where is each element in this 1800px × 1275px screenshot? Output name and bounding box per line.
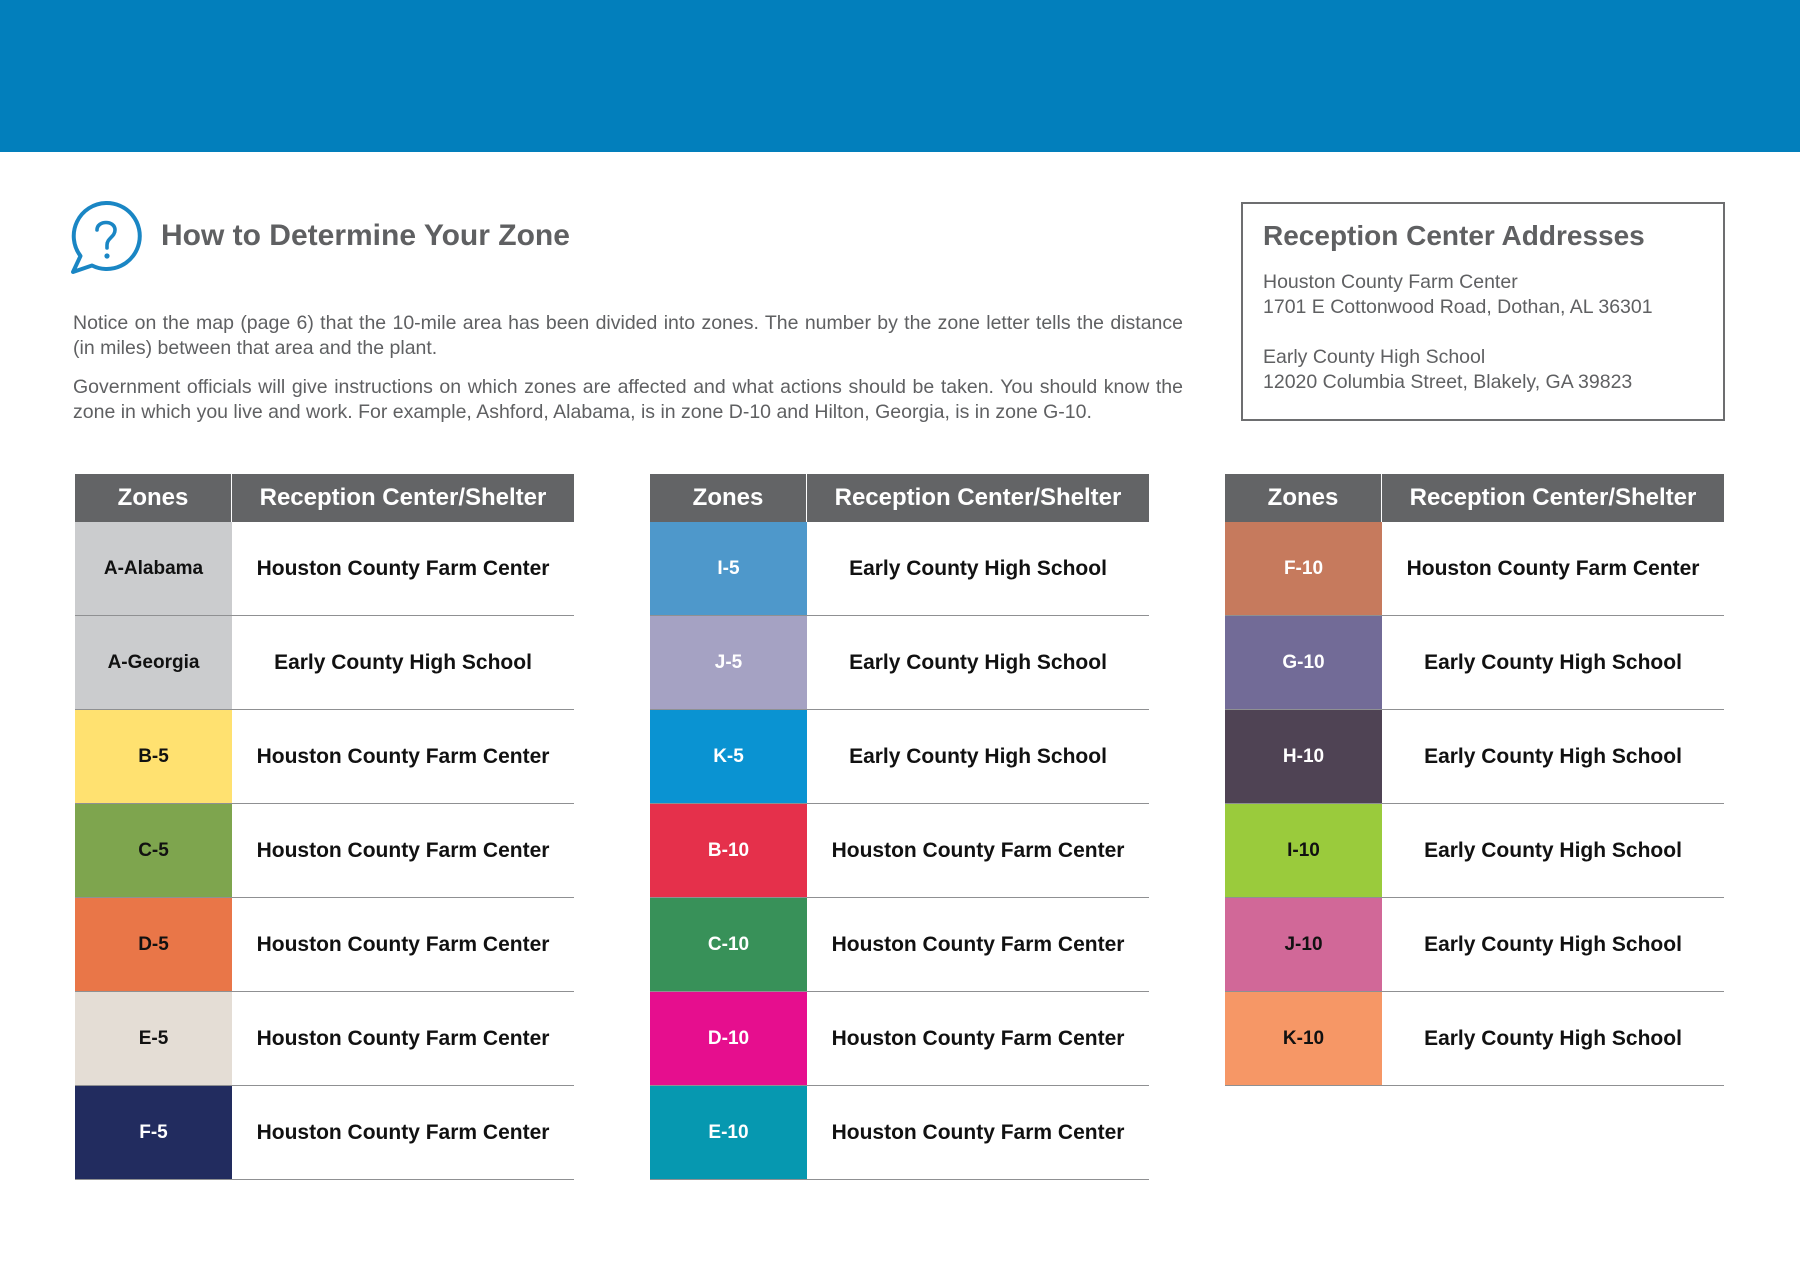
table-row xyxy=(1225,522,1724,616)
zone-cell: E-10 xyxy=(650,1086,807,1179)
zone-cell: B-5 xyxy=(75,710,232,803)
zone-cell: A-Alabama xyxy=(75,522,232,615)
center-name: Early County High School xyxy=(1263,346,1486,368)
zone-cell: A-Georgia xyxy=(75,616,232,709)
reception-center-cell: Houston County Farm Center xyxy=(256,744,550,768)
zone-cell: B-10 xyxy=(650,804,807,897)
table-row xyxy=(650,804,1149,898)
reception-center-cell: Houston County Farm Center xyxy=(831,838,1125,862)
header-reception-center: Reception Center/Shelter xyxy=(834,484,1122,511)
header-reception-center: Reception Center/Shelter xyxy=(259,484,547,511)
zone-table xyxy=(650,474,1149,1180)
zone-table xyxy=(1225,474,1724,1086)
table-row xyxy=(75,898,574,992)
reception-center-cell: Early County High School xyxy=(1424,650,1682,674)
table-header xyxy=(1225,474,1724,522)
header-zones: Zones xyxy=(75,474,232,522)
table-row xyxy=(1225,710,1724,804)
reception-center-cell: Houston County Farm Center xyxy=(831,1120,1125,1144)
intro-paragraph: Notice on the map (page 6) that the 10-mile area has been divided into zones. The number by the zone letter tells the distance (in miles) between that area and the plant. xyxy=(73,312,1183,359)
zone-cell: G-10 xyxy=(1225,616,1382,709)
table-row xyxy=(1225,616,1724,710)
intro-paragraph: Government officials will give instructions on which zones are affected and what actions should be taken. You should know the zone in which you live and work. For example, Ashford, Alabama, is in zone D-10 and Hilton, Georgia, is in zone G-10. xyxy=(73,376,1183,423)
table-row xyxy=(650,710,1149,804)
table-row xyxy=(75,804,574,898)
table-row xyxy=(75,992,574,1086)
center-address: 1701 E Cottonwood Road, Dothan, AL 36301 xyxy=(1263,296,1653,318)
reception-center-cell: Early County High School xyxy=(1424,744,1682,768)
table-row xyxy=(75,1086,574,1180)
table-row xyxy=(650,992,1149,1086)
header-zones: Zones xyxy=(650,474,807,522)
zone-cell: E-5 xyxy=(75,992,232,1085)
reception-center-cell: Early County High School xyxy=(1424,932,1682,956)
table-row xyxy=(1225,898,1724,992)
addresses-title: Reception Center Addresses xyxy=(1263,220,1645,251)
zone-cell: F-5 xyxy=(75,1086,232,1179)
reception-center-cell: Houston County Farm Center xyxy=(1406,556,1700,580)
zone-cell: K-10 xyxy=(1225,992,1382,1085)
reception-center-cell: Houston County Farm Center xyxy=(256,1026,550,1050)
reception-center-cell: Early County High School xyxy=(849,556,1107,580)
table-row xyxy=(75,616,574,710)
reception-center-cell: Early County High School xyxy=(849,744,1107,768)
table-header xyxy=(75,474,574,522)
zone-cell: I-10 xyxy=(1225,804,1382,897)
center-address: 12020 Columbia Street, Blakely, GA 39823 xyxy=(1263,371,1633,393)
zone-cell: I-5 xyxy=(650,522,807,615)
reception-center-cell: Early County High School xyxy=(1424,838,1682,862)
header-zones: Zones xyxy=(1225,474,1382,522)
table-row xyxy=(650,616,1149,710)
table-header xyxy=(650,474,1149,522)
table-row xyxy=(1225,804,1724,898)
reception-center-cell: Early County High School xyxy=(849,650,1107,674)
zone-cell: J-5 xyxy=(650,616,807,709)
reception-center-cell: Houston County Farm Center xyxy=(256,556,550,580)
table-row xyxy=(650,1086,1149,1180)
table-row xyxy=(1225,992,1724,1086)
zone-cell: H-10 xyxy=(1225,710,1382,803)
center-name: Houston County Farm Center xyxy=(1263,271,1518,293)
reception-center-cell: Early County High School xyxy=(1424,1026,1682,1050)
table-row xyxy=(75,522,574,616)
zone-cell: C-10 xyxy=(650,898,807,991)
reception-addresses-box xyxy=(1241,202,1725,421)
zone-table xyxy=(75,474,574,1180)
reception-center-cell: Early County High School xyxy=(274,650,532,674)
zone-cell: F-10 xyxy=(1225,522,1382,615)
reception-center-cell: Houston County Farm Center xyxy=(256,1120,550,1144)
question-speech-bubble-icon xyxy=(68,200,144,276)
table-row xyxy=(650,522,1149,616)
zone-cell: K-5 xyxy=(650,710,807,803)
zone-cell: J-10 xyxy=(1225,898,1382,991)
zone-cell: D-5 xyxy=(75,898,232,991)
reception-center-cell: Houston County Farm Center xyxy=(256,932,550,956)
table-row xyxy=(75,710,574,804)
header-reception-center: Reception Center/Shelter xyxy=(1409,484,1697,511)
zone-cell: C-5 xyxy=(75,804,232,897)
reception-center-cell: Houston County Farm Center xyxy=(831,1026,1125,1050)
reception-center-cell: Houston County Farm Center xyxy=(831,932,1125,956)
table-row xyxy=(650,898,1149,992)
reception-center-cell: Houston County Farm Center xyxy=(256,838,550,862)
intro-text xyxy=(73,311,1183,425)
section-title: How to Determine Your Zone xyxy=(161,219,570,252)
zone-cell: D-10 xyxy=(650,992,807,1085)
top-banner xyxy=(0,0,1800,152)
